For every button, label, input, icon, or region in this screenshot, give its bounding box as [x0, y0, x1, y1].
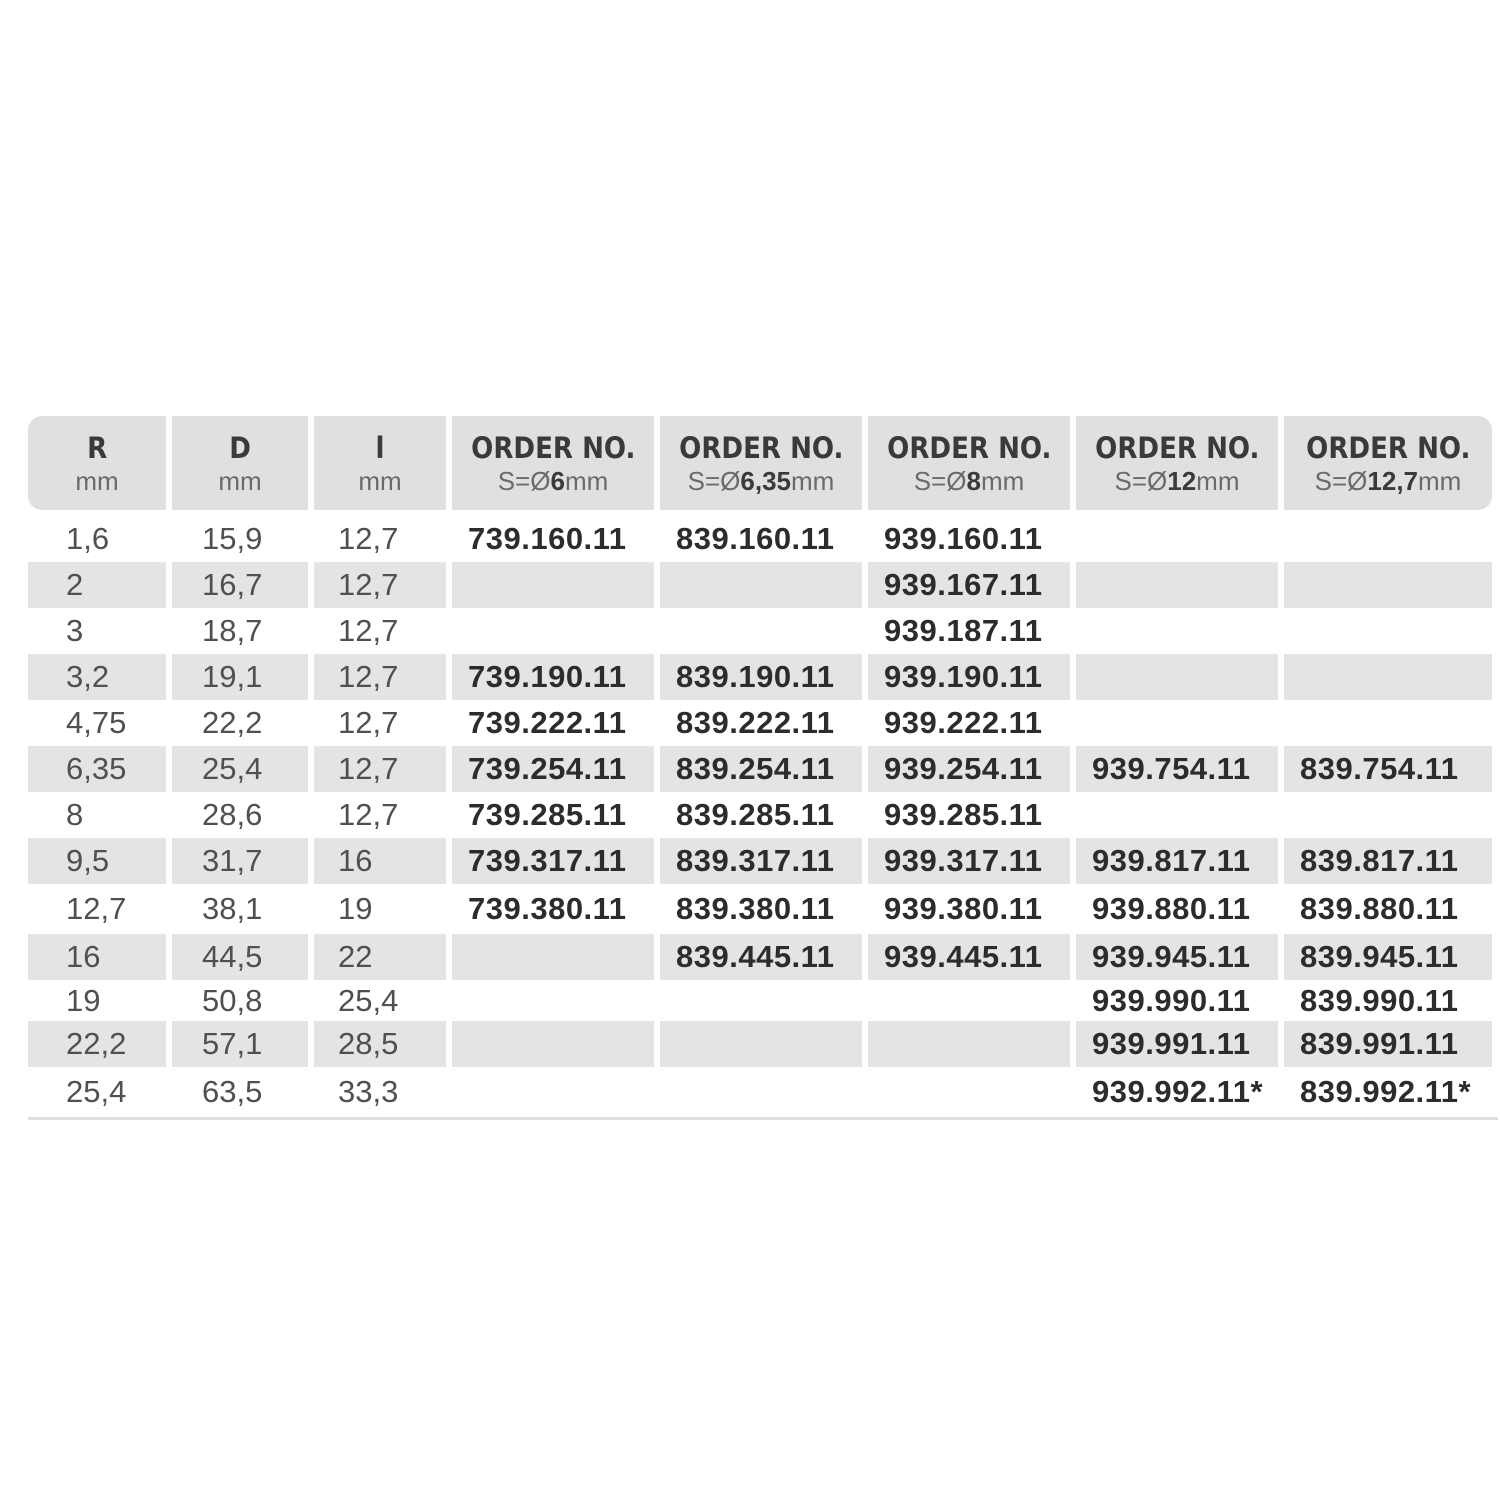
- r-cell: 4,75: [66, 705, 127, 740]
- order-s8-cell: 939.254.11: [868, 746, 1070, 792]
- order-s8-cell: 939.190.11: [868, 654, 1070, 700]
- order-s635-cell: 839.190.11: [660, 654, 862, 700]
- table-header-row: [28, 416, 1486, 510]
- header-label: ORDER NO.: [470, 431, 636, 465]
- l-cell: 16: [314, 838, 446, 884]
- order-s127-cell: [1284, 792, 1492, 838]
- order-s12-cell: [1076, 608, 1278, 654]
- header-order-s127: [1284, 416, 1492, 510]
- d-cell: 15,9: [202, 521, 263, 556]
- header-order-s12: [1076, 416, 1278, 510]
- table-row: [28, 934, 1486, 980]
- header-shank: S=Ø8mm: [913, 466, 1025, 496]
- order-s635-cell: 839.160.11: [676, 521, 835, 556]
- table-row: [28, 1021, 1486, 1067]
- header-label: R: [86, 431, 108, 465]
- r-cell: 16: [28, 934, 166, 980]
- r-cell: 12,7: [66, 891, 127, 926]
- table-row: [28, 700, 1486, 746]
- header-label: D: [229, 431, 251, 465]
- order-s635-cell: 839.317.11: [660, 838, 862, 884]
- order-s6-cell: [452, 1067, 654, 1117]
- table-row: [28, 980, 1486, 1021]
- order-s127-cell: 839.992.11*: [1300, 1074, 1472, 1109]
- d-cell: 28,6: [202, 797, 263, 832]
- order-s635-cell: 839.285.11: [676, 797, 835, 832]
- l-cell: 28,5: [314, 1021, 446, 1067]
- order-s635-cell: [660, 562, 862, 608]
- header-label: l: [375, 431, 385, 465]
- header-order-s6: [452, 416, 654, 510]
- d-cell: 22,2: [202, 705, 263, 740]
- header-shank: S=Ø12mm: [1114, 466, 1240, 496]
- order-s127-cell: 839.991.11: [1284, 1021, 1492, 1067]
- order-s12-cell: [1076, 654, 1278, 700]
- order-s127-cell: 839.945.11: [1284, 934, 1492, 980]
- l-cell: 25,4: [338, 982, 399, 1018]
- l-cell: 22: [314, 934, 446, 980]
- header-shank: S=Ø12,7mm: [1314, 466, 1462, 496]
- r-cell: 1,6: [66, 521, 110, 556]
- table-row: [28, 654, 1486, 700]
- table-row: [28, 792, 1486, 838]
- l-cell: 12,7: [314, 562, 446, 608]
- order-s12-cell: 939.945.11: [1076, 934, 1278, 980]
- order-s635-cell: [660, 1021, 862, 1067]
- header-order-s635: [660, 416, 862, 510]
- order-s8-cell: 939.222.11: [884, 705, 1043, 740]
- order-s6-cell: [452, 934, 654, 980]
- order-s6-cell: 739.160.11: [468, 521, 627, 556]
- order-s8-cell: [868, 980, 1070, 1021]
- order-s12-cell: 939.817.11: [1076, 838, 1278, 884]
- r-cell: 25,4: [66, 1074, 127, 1109]
- order-s8-cell: [868, 1021, 1070, 1067]
- r-cell: 8: [66, 797, 84, 832]
- d-cell: 25,4: [172, 746, 308, 792]
- header-unit: mm: [75, 466, 119, 496]
- d-cell: 16,7: [172, 562, 308, 608]
- order-s127-cell: [1284, 654, 1492, 700]
- order-s6-cell: 739.380.11: [468, 891, 627, 926]
- order-s635-cell: [660, 1067, 862, 1117]
- header-label: ORDER NO.: [1305, 431, 1471, 465]
- table-row: [28, 1067, 1486, 1117]
- order-s12-cell: 939.754.11: [1076, 746, 1278, 792]
- order-s6-cell: [452, 608, 654, 654]
- order-s12-cell: 939.992.11*: [1092, 1074, 1264, 1109]
- order-s127-cell: 839.880.11: [1300, 891, 1459, 926]
- order-s6-cell: 739.222.11: [468, 705, 627, 740]
- order-s12-cell: 939.990.11: [1092, 982, 1251, 1018]
- header-label: ORDER NO.: [886, 431, 1052, 465]
- order-s12-cell: 939.880.11: [1092, 891, 1251, 926]
- order-s6-cell: [452, 562, 654, 608]
- order-number-table: [28, 416, 1486, 1120]
- d-cell: 50,8: [202, 982, 263, 1018]
- l-cell: 33,3: [338, 1074, 399, 1109]
- r-cell: 19: [66, 982, 101, 1018]
- table-body: [28, 516, 1486, 1117]
- order-s12-cell: [1076, 562, 1278, 608]
- header-d: [172, 416, 308, 510]
- order-s8-cell: 939.317.11: [868, 838, 1070, 884]
- l-cell: 12,7: [314, 654, 446, 700]
- r-cell: 3: [66, 613, 84, 648]
- order-s8-cell: 939.445.11: [868, 934, 1070, 980]
- header-shank: S=Ø6,35mm: [687, 466, 835, 496]
- table-row: [28, 746, 1486, 792]
- d-cell: 38,1: [202, 891, 263, 926]
- order-s12-cell: 939.991.11: [1076, 1021, 1278, 1067]
- order-s8-cell: 939.285.11: [884, 797, 1043, 832]
- order-s8-cell: 939.380.11: [884, 891, 1043, 926]
- d-cell: 18,7: [202, 613, 263, 648]
- header-label: ORDER NO.: [678, 431, 844, 465]
- order-s8-cell: [868, 1067, 1070, 1117]
- l-cell: 12,7: [338, 797, 399, 832]
- table-row: [28, 608, 1486, 654]
- order-s635-cell: [660, 980, 862, 1021]
- r-cell: 6,35: [28, 746, 166, 792]
- order-s6-cell: [452, 1021, 654, 1067]
- d-cell: 63,5: [202, 1074, 263, 1109]
- order-s12-cell: [1076, 700, 1278, 746]
- d-cell: 31,7: [172, 838, 308, 884]
- table-bottom-rule: [28, 1117, 1498, 1120]
- d-cell: 57,1: [172, 1021, 308, 1067]
- order-s6-cell: [452, 980, 654, 1021]
- header-r: [28, 416, 166, 510]
- l-cell: 12,7: [338, 705, 399, 740]
- d-cell: 44,5: [172, 934, 308, 980]
- order-s127-cell: [1284, 608, 1492, 654]
- table-row: [28, 884, 1486, 934]
- order-s127-cell: [1284, 516, 1492, 562]
- l-cell: 19: [338, 891, 373, 926]
- order-s127-cell: 839.990.11: [1300, 982, 1459, 1018]
- header-shank: S=Ø6mm: [497, 466, 609, 496]
- order-s127-cell: [1284, 562, 1492, 608]
- order-s12-cell: [1076, 792, 1278, 838]
- order-s8-cell: 939.167.11: [868, 562, 1070, 608]
- table-row: [28, 838, 1486, 884]
- order-s127-cell: [1284, 700, 1492, 746]
- r-cell: 22,2: [28, 1021, 166, 1067]
- order-s127-cell: 839.817.11: [1284, 838, 1492, 884]
- order-s635-cell: [660, 608, 862, 654]
- header-l: [314, 416, 446, 510]
- r-cell: 2: [28, 562, 166, 608]
- l-cell: 12,7: [338, 521, 399, 556]
- table-row: [28, 562, 1486, 608]
- order-s635-cell: 839.445.11: [660, 934, 862, 980]
- order-s8-cell: 939.187.11: [884, 613, 1043, 648]
- header-label: ORDER NO.: [1094, 431, 1260, 465]
- order-s635-cell: 839.380.11: [676, 891, 835, 926]
- l-cell: 12,7: [338, 613, 399, 648]
- order-s635-cell: 839.254.11: [660, 746, 862, 792]
- order-s6-cell: 739.285.11: [468, 797, 627, 832]
- order-s127-cell: 839.754.11: [1284, 746, 1492, 792]
- order-s6-cell: 739.317.11: [452, 838, 654, 884]
- r-cell: 9,5: [28, 838, 166, 884]
- order-s6-cell: 739.254.11: [452, 746, 654, 792]
- r-cell: 3,2: [28, 654, 166, 700]
- order-s8-cell: 939.160.11: [884, 521, 1043, 556]
- order-s12-cell: [1076, 516, 1278, 562]
- l-cell: 12,7: [314, 746, 446, 792]
- header-unit: mm: [218, 466, 262, 496]
- table-row: [28, 516, 1486, 562]
- header-order-s8: [868, 416, 1070, 510]
- header-unit: mm: [358, 466, 402, 496]
- d-cell: 19,1: [172, 654, 308, 700]
- order-s6-cell: 739.190.11: [452, 654, 654, 700]
- order-s635-cell: 839.222.11: [676, 705, 835, 740]
